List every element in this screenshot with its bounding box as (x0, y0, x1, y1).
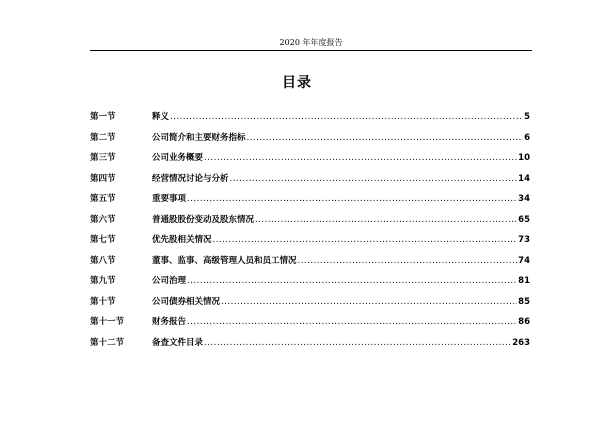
toc-page-number: 10 (518, 153, 530, 163)
toc-section-number: 第三节 (90, 153, 116, 163)
toc-page-number: 73 (518, 235, 530, 245)
toc-entry-title: 公司治理 (152, 276, 187, 286)
toc-section-number: 第六节 (90, 214, 116, 225)
toc-entry-title: 备查文件目录 (152, 337, 204, 348)
toc-entry-title: 普通股股份变动及股东情况 (152, 214, 255, 225)
toc-leader-dots (255, 215, 517, 225)
toc-page-number: 86 (518, 317, 530, 327)
toc-section-number: 第十一节 (90, 317, 125, 327)
toc-entry[interactable] (90, 172, 530, 193)
toc-entry-title: 优先股相关情况 (152, 235, 212, 245)
toc-page-number: 65 (518, 214, 530, 225)
toc-leader-dots (170, 112, 523, 122)
page-title: 目录 (282, 75, 312, 91)
toc-entry-title: 释义 (152, 112, 170, 122)
toc-entry-title: 董事、监事、高级管理人员和员工情况 (152, 255, 297, 266)
toc-entry-title: 财务报告 (152, 317, 187, 327)
toc-entry[interactable] (90, 254, 530, 275)
toc-entry-title: 公司简介和主要财务指标 (152, 132, 246, 143)
toc-page-number: 74 (518, 255, 530, 266)
toc-section-number: 第四节 (90, 173, 116, 184)
toc-section-number: 第十节 (90, 296, 116, 307)
toc-entry[interactable] (90, 233, 530, 254)
toc-page-number: 5 (524, 112, 530, 122)
toc-page-number: 263 (512, 337, 530, 348)
toc-page-number: 34 (518, 194, 530, 204)
header-divider (90, 50, 532, 51)
toc-page-number: 14 (518, 173, 530, 184)
toc-section-number: 第五节 (90, 194, 116, 204)
toc-entry-title: 公司债券相关情况 (152, 296, 221, 307)
toc-entry[interactable] (90, 213, 530, 234)
toc-leader-dots (213, 235, 518, 245)
toc-leader-dots (298, 256, 518, 266)
toc-leader-dots (187, 276, 517, 286)
toc-page-number: 85 (518, 296, 530, 307)
toc-leader-dots (204, 153, 517, 163)
toc-section-number: 第十二节 (90, 337, 125, 348)
table-of-contents (90, 110, 530, 356)
toc-leader-dots (187, 194, 517, 204)
toc-leader-dots (204, 338, 511, 348)
toc-section-number: 第八节 (90, 255, 116, 266)
toc-entry-title: 重要事项 (152, 194, 187, 204)
toc-entry-title: 经营情况讨论与分析 (152, 173, 229, 184)
toc-entry-title: 公司业务概要 (152, 153, 204, 163)
toc-entry[interactable] (90, 295, 530, 316)
toc-leader-dots (221, 297, 517, 307)
toc-section-number: 第一节 (90, 112, 116, 122)
toc-section-number: 第九节 (90, 276, 116, 286)
toc-page-number: 81 (518, 276, 530, 286)
page-header: 2020 年年度报告 (279, 38, 343, 47)
toc-entry[interactable] (90, 315, 530, 336)
toc-leader-dots (230, 174, 518, 184)
toc-leader-dots (187, 317, 517, 327)
toc-entry[interactable] (90, 131, 530, 152)
toc-section-number: 第七节 (90, 235, 116, 245)
toc-entry[interactable] (90, 274, 530, 295)
toc-section-number: 第二节 (90, 132, 116, 143)
toc-entry[interactable] (90, 192, 530, 213)
toc-page-number: 6 (524, 132, 530, 143)
toc-leader-dots (247, 133, 524, 143)
toc-entry[interactable] (90, 336, 530, 357)
toc-entry[interactable] (90, 151, 530, 172)
toc-entry[interactable] (90, 110, 530, 131)
